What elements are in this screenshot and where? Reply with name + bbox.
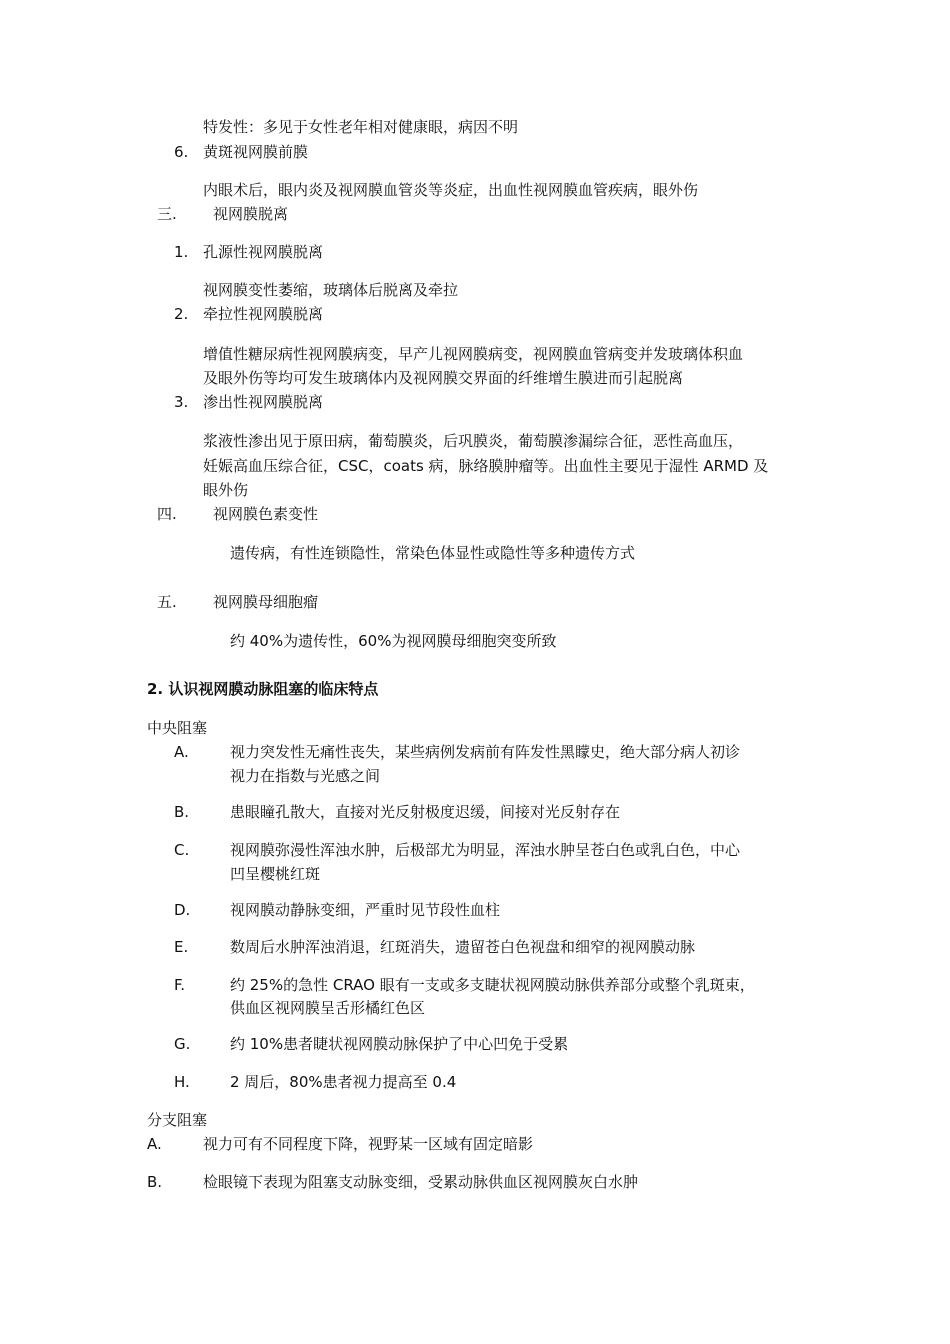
list-number: 3. [174, 393, 189, 411]
text-line: 妊娠高血压综合征，CSC，coats 病，脉络膜肿瘤等。出血性主要见于湿性 ARMD 及 [203, 457, 769, 475]
text-line: 特发性：多见于女性老年相对健康眼，病因不明 [203, 118, 519, 136]
list-letter: A. [147, 1135, 162, 1153]
text-line: 浆液性渗出见于原田病，葡萄膜炎，后巩膜炎，葡萄膜渗漏综合征，恶性高血压， [203, 432, 744, 450]
subheading: 中央阻塞 [147, 719, 208, 737]
text-line: 供血区视网膜呈舌形橘红色区 [230, 999, 426, 1017]
text-line: 增值性糖尿病性视网膜病变，早产儿视网膜病变，视网膜血管病变并发玻璃体积血 [203, 345, 744, 363]
text-line: 视网膜弥漫性浑浊水肿，后极部尤为明显，浑浊水肿呈苍白色或乳白色，中心 [230, 841, 741, 859]
list-letter: D. [174, 901, 191, 919]
text-line: 2 周后，80%患者视力提高至 0.4 [230, 1073, 457, 1091]
text-line: 数周后水肿浑浊消退，红斑消失，遗留苍白色视盘和细窄的视网膜动脉 [230, 938, 696, 956]
list-item-heading: 牵拉性视网膜脱离 [203, 305, 324, 323]
list-letter: E. [174, 938, 189, 956]
list-letter: B. [147, 1173, 163, 1191]
text-line: 视网膜变性萎缩，玻璃体后脱离及牵拉 [203, 281, 459, 299]
text-line: 视力可有不同程度下降，视野某一区域有固定暗影 [203, 1135, 534, 1153]
section-heading: 视网膜母细胞瘤 [213, 593, 319, 611]
text-line: 凹呈樱桃红斑 [230, 865, 321, 883]
text-line: 检眼镜下表现为阻塞支动脉变细，受累动脉供血区视网膜灰白水肿 [203, 1173, 639, 1191]
list-item-heading: 渗出性视网膜脱离 [203, 393, 324, 411]
list-letter: G. [174, 1035, 191, 1053]
subheading: 分支阻塞 [147, 1111, 208, 1129]
text-line: 内眼术后，眼内炎及视网膜血管炎等炎症，出血性视网膜血管疾病，眼外伤 [203, 181, 699, 199]
text-line: 眼外伤 [203, 481, 249, 499]
text-line: 遗传病，有性连锁隐性，常染色体显性或隐性等多种遗传方式 [230, 544, 636, 562]
list-item-heading: 孔源性视网膜脱离 [203, 243, 324, 261]
list-number: 2. [174, 305, 189, 323]
list-item-heading: 黄斑视网膜前膜 [203, 143, 309, 161]
list-letter: F. [174, 976, 185, 994]
list-number: 1. [174, 243, 189, 261]
list-letter: H. [174, 1073, 190, 1091]
text-line: 及眼外伤等均可发生玻璃体内及视网膜交界面的纤维增生膜进而引起脱离 [203, 369, 684, 387]
list-letter: A. [174, 743, 189, 761]
list-number: 6. [174, 143, 189, 161]
list-letter: B. [174, 803, 190, 821]
text-line: 约 40%为遗传性，60%为视网膜母细胞突变所致 [230, 632, 557, 650]
section-number: 三. [157, 205, 177, 223]
section-heading: 视网膜色素变性 [213, 505, 319, 523]
text-line: 约 10%患者睫状视网膜动脉保护了中心凹免于受累 [230, 1035, 569, 1053]
text-line: 视力在指数与光感之间 [230, 767, 381, 785]
section-heading: 视网膜脱离 [213, 205, 289, 223]
text-line: 视网膜动静脉变细，严重时见节段性血柱 [230, 901, 501, 919]
text-line: 患眼瞳孔散大，直接对光反射极度迟缓，间接对光反射存在 [230, 803, 621, 821]
section-number: 五. [157, 593, 177, 611]
question-heading: 2. 认识视网膜动脉阻塞的临床特点 [147, 680, 379, 698]
list-letter: C. [174, 841, 190, 859]
text-line: 视力突发性无痛性丧失，某些病例发病前有阵发性黑矇史，绝大部分病人初诊 [230, 743, 741, 761]
text-line: 约 25%的急性 CRAO 眼有一支或多支睫状视网膜动脉供养部分或整个乳斑束， [230, 976, 755, 994]
section-number: 四. [157, 505, 177, 523]
